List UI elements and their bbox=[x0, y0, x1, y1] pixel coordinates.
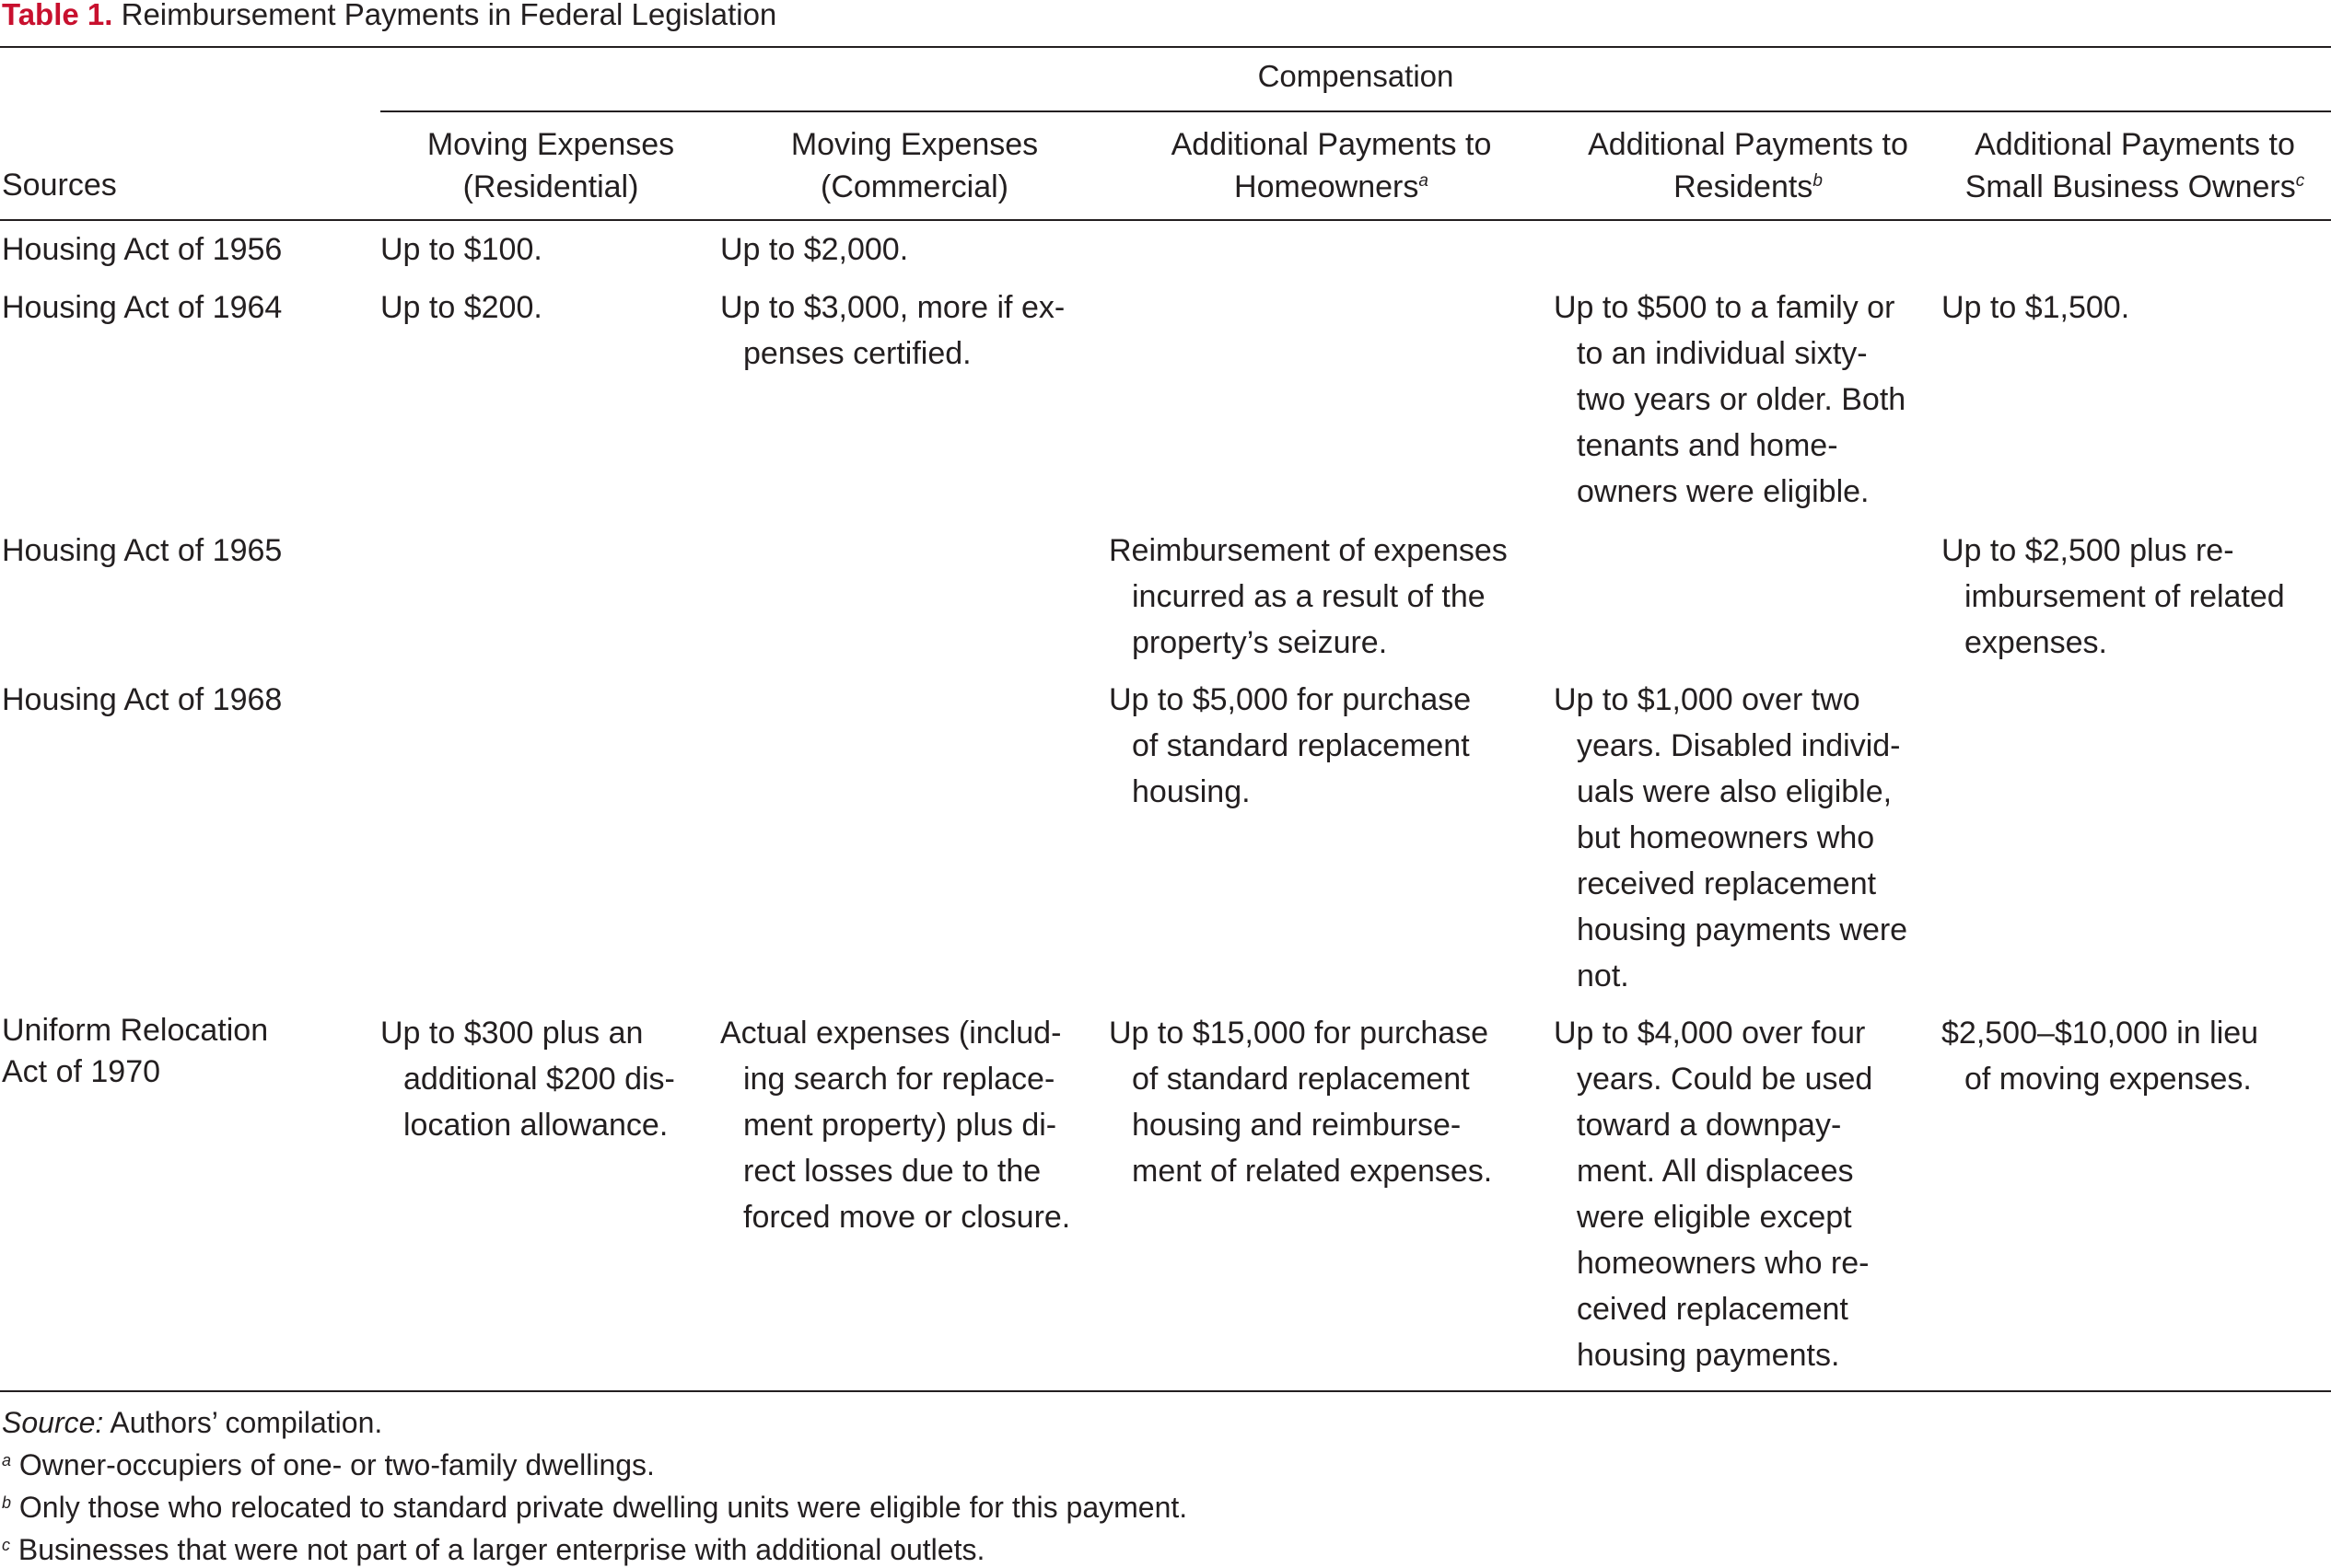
header-line bbox=[721, 166, 1108, 208]
cell-line: Housing Act of 1956 bbox=[2, 232, 283, 267]
table-cell bbox=[1554, 1010, 1872, 1378]
footnote-text: Businesses that were not part of a larger enterprise with additional outlets. bbox=[10, 1533, 985, 1566]
header-line: Additional Payments to bbox=[1588, 127, 1908, 162]
footnote-mark: b bbox=[1812, 171, 1823, 191]
footnote-a bbox=[2, 1446, 655, 1483]
header-text: (Residential) bbox=[462, 169, 639, 204]
column-header bbox=[1108, 123, 1555, 208]
footnote-c bbox=[2, 1531, 985, 1568]
header-line: Moving Expenses bbox=[426, 127, 675, 162]
cell-line: ceived replacement bbox=[1577, 1292, 1848, 1327]
table-cell bbox=[380, 1010, 675, 1148]
cell-line: ing search for replace- bbox=[743, 1062, 1055, 1097]
cell-line: Up to $1,500. bbox=[1941, 290, 2130, 325]
footnote-mark: a bbox=[1418, 171, 1428, 191]
cell-line: ment. All displacees bbox=[1577, 1154, 1854, 1189]
table-cell bbox=[380, 226, 542, 273]
source-note bbox=[2, 1404, 382, 1441]
cell-line: incurred as a result of the bbox=[1132, 579, 1486, 614]
cell-line: of moving expenses. bbox=[1964, 1062, 2252, 1097]
table-cell bbox=[1109, 528, 1508, 666]
table-cell bbox=[1941, 1010, 2258, 1102]
header-line: Additional Payments to bbox=[1975, 127, 2295, 162]
cell-line: Up to $5,000 for purchase bbox=[1109, 682, 1472, 717]
table-cell bbox=[720, 226, 908, 273]
cell-line: tenants and home- bbox=[1577, 428, 1838, 463]
table-caption: Reimbursement Payments in Federal Legislation bbox=[121, 0, 777, 31]
cell-line: penses certified. bbox=[743, 336, 972, 371]
table-number: Table 1. bbox=[2, 0, 113, 31]
cell-line: Actual expenses (includ- bbox=[720, 1016, 1062, 1051]
cell-line: to an individual sixty- bbox=[1577, 336, 1868, 371]
header-rule bbox=[0, 219, 2331, 221]
column-header bbox=[380, 123, 721, 208]
footnote-mark: a bbox=[2, 1451, 12, 1469]
bottom-rule bbox=[0, 1390, 2331, 1392]
cell-line: Housing Act of 1964 bbox=[2, 290, 283, 325]
cell-line: ment property) plus di- bbox=[743, 1108, 1057, 1143]
cell-line: owners were eligible. bbox=[1577, 474, 1870, 509]
cell-line: $2,500–$10,000 in lieu bbox=[1941, 1016, 2259, 1051]
cell-line: but homeowners who bbox=[1577, 820, 1875, 855]
cell-line: two years or older. Both bbox=[1577, 382, 1906, 417]
cell-line: property’s seizure. bbox=[1132, 625, 1388, 660]
cell-line: Act of 1970 bbox=[2, 1054, 161, 1089]
source-cell bbox=[2, 226, 282, 273]
table-cell bbox=[1554, 285, 1906, 515]
table-cell bbox=[720, 285, 1065, 377]
footnote-mark: c bbox=[2295, 171, 2305, 191]
cell-line: forced move or closure. bbox=[743, 1200, 1071, 1235]
header-line: Additional Payments to bbox=[1171, 127, 1492, 162]
table-title bbox=[2, 0, 776, 33]
cell-line: Housing Act of 1968 bbox=[2, 682, 283, 717]
footnote-text: Only those who relocated to standard private dwelling units were eligible for this payment. bbox=[11, 1491, 1188, 1524]
cell-line: location allowance. bbox=[403, 1108, 669, 1143]
cell-line: housing. bbox=[1132, 774, 1251, 809]
cell-line: of standard replacement bbox=[1132, 728, 1470, 763]
table-cell bbox=[720, 1010, 1070, 1240]
compensation-group-header: Compensation bbox=[1257, 59, 1454, 93]
cell-line: Up to $1,000 over two bbox=[1554, 682, 1860, 717]
source-cell bbox=[2, 677, 282, 723]
cell-line: housing payments. bbox=[1577, 1338, 1840, 1373]
header-line: Moving Expenses bbox=[790, 127, 1039, 162]
cell-line: toward a downpay- bbox=[1577, 1108, 1842, 1143]
footnote-text: Owner-occupiers of one- or two-family dwellings. bbox=[11, 1448, 655, 1481]
header-line: Sources bbox=[2, 168, 117, 203]
cell-line: Up to $300 plus an bbox=[380, 1016, 644, 1051]
source-text: Authors’ compilation. bbox=[103, 1406, 383, 1439]
source-cell bbox=[2, 285, 282, 331]
cell-line: expenses. bbox=[1964, 625, 2107, 660]
header-line bbox=[1108, 166, 1555, 208]
cell-line: Up to $15,000 for purchase bbox=[1109, 1016, 1489, 1051]
cell-line: Uniform Relocation bbox=[2, 1013, 269, 1048]
cell-line: not. bbox=[1577, 958, 1629, 993]
table-cell bbox=[1109, 1010, 1492, 1194]
header-text: Residents bbox=[1673, 169, 1813, 204]
cell-line: Housing Act of 1965 bbox=[2, 533, 283, 568]
cell-line: Up to $100. bbox=[380, 232, 542, 267]
table-cell bbox=[380, 285, 542, 331]
group-rule bbox=[380, 110, 2331, 112]
cell-line: were eligible except bbox=[1577, 1200, 1852, 1235]
cell-line: received replacement bbox=[1577, 866, 1877, 901]
cell-line: housing and reimburse- bbox=[1132, 1108, 1462, 1143]
source-cell bbox=[2, 528, 282, 574]
top-rule bbox=[0, 46, 2331, 48]
sources-column-header bbox=[2, 164, 117, 206]
cell-line: Up to $4,000 over four bbox=[1554, 1016, 1866, 1051]
footnote-mark: b bbox=[2, 1493, 12, 1512]
cell-line: Up to $200. bbox=[380, 290, 542, 325]
cell-line: Up to $2,000. bbox=[720, 232, 909, 267]
header-text: Homeowners bbox=[1234, 169, 1419, 204]
cell-line: uals were also eligible, bbox=[1577, 774, 1893, 809]
footnote-b bbox=[2, 1489, 1187, 1526]
cell-line: Up to $500 to a family or bbox=[1554, 290, 1895, 325]
table-cell bbox=[1554, 677, 1907, 999]
header-line bbox=[1941, 166, 2328, 208]
cell-line: years. Disabled individ- bbox=[1577, 728, 1901, 763]
header-line bbox=[380, 166, 721, 208]
cell-line: rect losses due to the bbox=[743, 1154, 1042, 1189]
source-label: Source: bbox=[2, 1406, 104, 1439]
source-cell bbox=[2, 1010, 268, 1093]
cell-line: years. Could be used bbox=[1577, 1062, 1873, 1097]
footnote-mark: c bbox=[2, 1536, 10, 1554]
column-header bbox=[721, 123, 1108, 208]
cell-line: Reimbursement of expenses bbox=[1109, 533, 1508, 568]
table-cell bbox=[1941, 528, 2285, 666]
header-line bbox=[1555, 166, 1941, 208]
cell-line: Up to $3,000, more if ex- bbox=[720, 290, 1066, 325]
table-cell bbox=[1109, 677, 1471, 815]
column-header bbox=[1941, 123, 2328, 208]
header-text: Small Business Owners bbox=[1964, 169, 2296, 204]
cell-line: housing payments were bbox=[1577, 912, 1908, 947]
header-text: (Commercial) bbox=[821, 169, 1008, 204]
cell-line: Up to $2,500 plus re- bbox=[1941, 533, 2234, 568]
cell-line: homeowners who re- bbox=[1577, 1246, 1870, 1281]
cell-line: of standard replacement bbox=[1132, 1062, 1470, 1097]
cell-line: ment of related expenses. bbox=[1132, 1154, 1493, 1189]
cell-line: imbursement of related bbox=[1964, 579, 2285, 614]
column-header bbox=[1555, 123, 1941, 208]
cell-line: additional $200 dis- bbox=[403, 1062, 675, 1097]
table-cell bbox=[1941, 285, 2129, 331]
